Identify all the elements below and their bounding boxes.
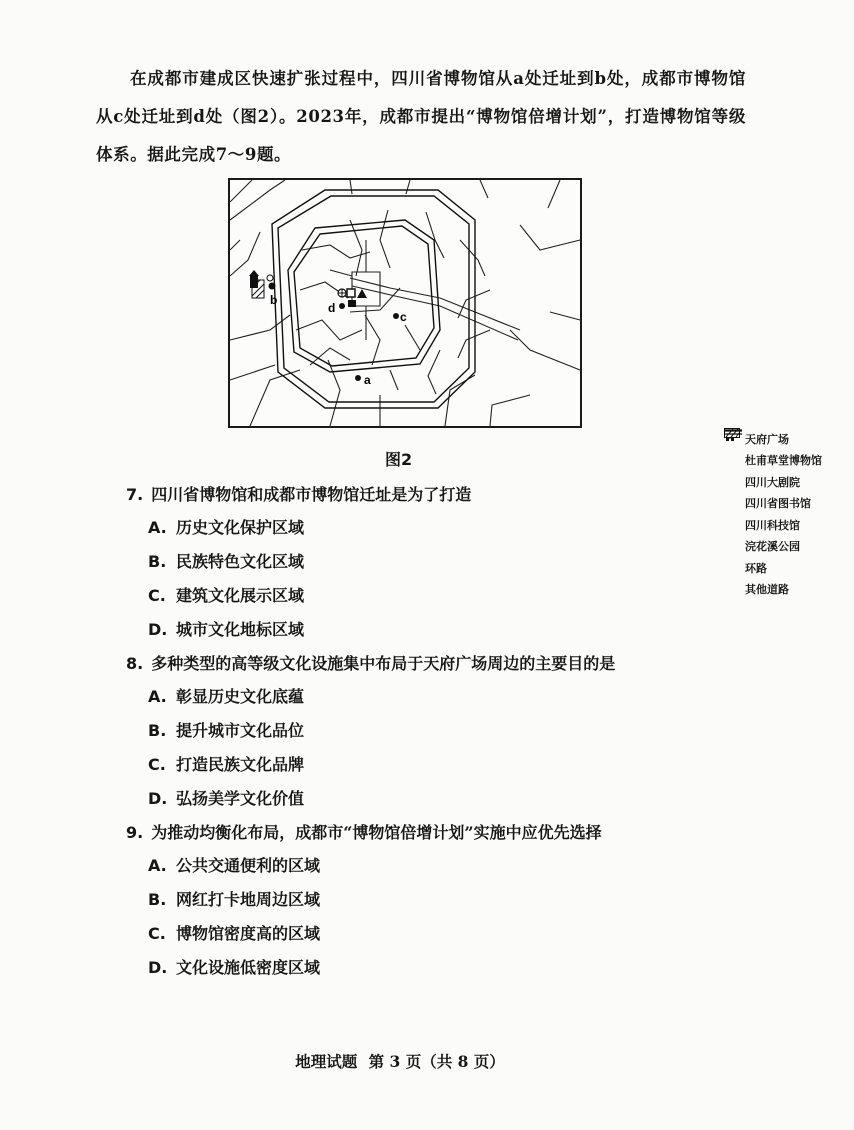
museum-c-dot [393, 313, 399, 319]
option-text: 民族特色文化区域 [176, 552, 305, 571]
option-c[interactable] [126, 748, 766, 782]
option-letter: C. [148, 755, 166, 774]
question-9 [126, 816, 766, 985]
option-d[interactable] [126, 951, 766, 985]
option-b[interactable] [126, 545, 766, 579]
option-letter: A. [148, 856, 167, 875]
option-letter: B. [148, 890, 167, 909]
option-c[interactable] [126, 579, 766, 613]
option-letter: A. [148, 518, 167, 537]
question-text: 四川省博物馆和成都市博物馆迁址是为了打造 [151, 484, 472, 504]
option-c[interactable] [126, 917, 766, 951]
option-text: 历史文化保护区域 [176, 518, 305, 537]
legend-label: 天府广场 [745, 432, 789, 446]
legend-label: 浣花溪公园 [745, 540, 800, 554]
footer-page: 第 3 页（共 8 页） [368, 1052, 505, 1071]
option-b[interactable] [126, 883, 766, 917]
question-8 [126, 647, 766, 816]
option-a[interactable] [126, 511, 766, 545]
legend-item [724, 428, 854, 450]
option-letter: C. [148, 586, 166, 605]
option-letter: C. [148, 924, 166, 943]
question-7 [126, 478, 766, 647]
option-text: 公共交通便利的区域 [176, 856, 321, 875]
option-letter: D. [148, 789, 168, 808]
legend-label: 四川科技馆 [745, 518, 800, 532]
question-list [126, 478, 766, 985]
legend-label: 其他道路 [745, 583, 789, 597]
option-text: 打造民族文化品牌 [176, 755, 305, 774]
option-b[interactable] [126, 714, 766, 748]
option-text: 文化设施低密度区域 [176, 958, 321, 977]
museum-b-dot [269, 283, 276, 290]
museum-a-dot [355, 375, 361, 381]
option-letter: A. [148, 687, 167, 706]
label-a: a [364, 373, 371, 387]
option-letter: D. [148, 620, 168, 639]
legend-label: 四川省图书馆 [745, 497, 811, 511]
map-svg [230, 180, 580, 426]
legend-label: 四川大剧院 [745, 475, 800, 489]
question-text: 为推动均衡化布局，成都市“博物馆倍增计划”实施中应优先选择 [151, 822, 602, 842]
intro-paragraph: 在成都市建成区快速扩张过程中，四川省博物馆从a处迁址到b处，成都市博物馆从c处迁址到d处（图2）。2023年，成都市提出“博物馆倍增计划”，打造博物馆等级体系。据此完成7～9题。 [96, 69, 746, 164]
marker-b-dot [267, 275, 273, 281]
option-d[interactable] [126, 782, 766, 816]
question-stem [126, 647, 766, 680]
option-letter: B. [148, 552, 167, 571]
option-d[interactable] [126, 613, 766, 647]
legend-label: 环路 [745, 561, 767, 575]
option-text: 彰显历史文化底蕴 [176, 687, 305, 706]
question-text: 多种类型的高等级文化设施集中布局于天府广场周边的主要目的是 [151, 653, 616, 673]
page-footer [0, 1050, 800, 1072]
option-letter: D. [148, 958, 168, 977]
label-d: d [328, 301, 336, 315]
footer-subject: 地理试题 [295, 1052, 358, 1071]
option-letter: B. [148, 721, 167, 740]
question-stem [126, 816, 766, 849]
label-c: c [400, 310, 407, 324]
legend-item [724, 450, 854, 472]
option-text: 网红打卡地周边区域 [176, 890, 321, 909]
question-number: 7. [126, 484, 144, 504]
label-b: b [270, 293, 278, 307]
figure-caption: 图2 [385, 450, 413, 469]
option-text: 博物馆密度高的区域 [176, 924, 321, 943]
option-a[interactable] [126, 849, 766, 883]
building-icon [724, 453, 742, 467]
option-text: 提升城市文化品位 [176, 721, 305, 740]
question-number: 9. [126, 822, 144, 842]
option-a[interactable] [126, 680, 766, 714]
option-text: 城市文化地标区域 [176, 620, 305, 639]
legend-label: 杜甫草堂博物馆 [745, 454, 822, 468]
question-number: 8. [126, 653, 144, 673]
du-fu-museum-marker [249, 270, 259, 288]
option-text: 弘扬美学文化价值 [176, 789, 305, 808]
question-stem [126, 478, 766, 511]
option-text: 建筑文化展示区域 [176, 586, 305, 605]
